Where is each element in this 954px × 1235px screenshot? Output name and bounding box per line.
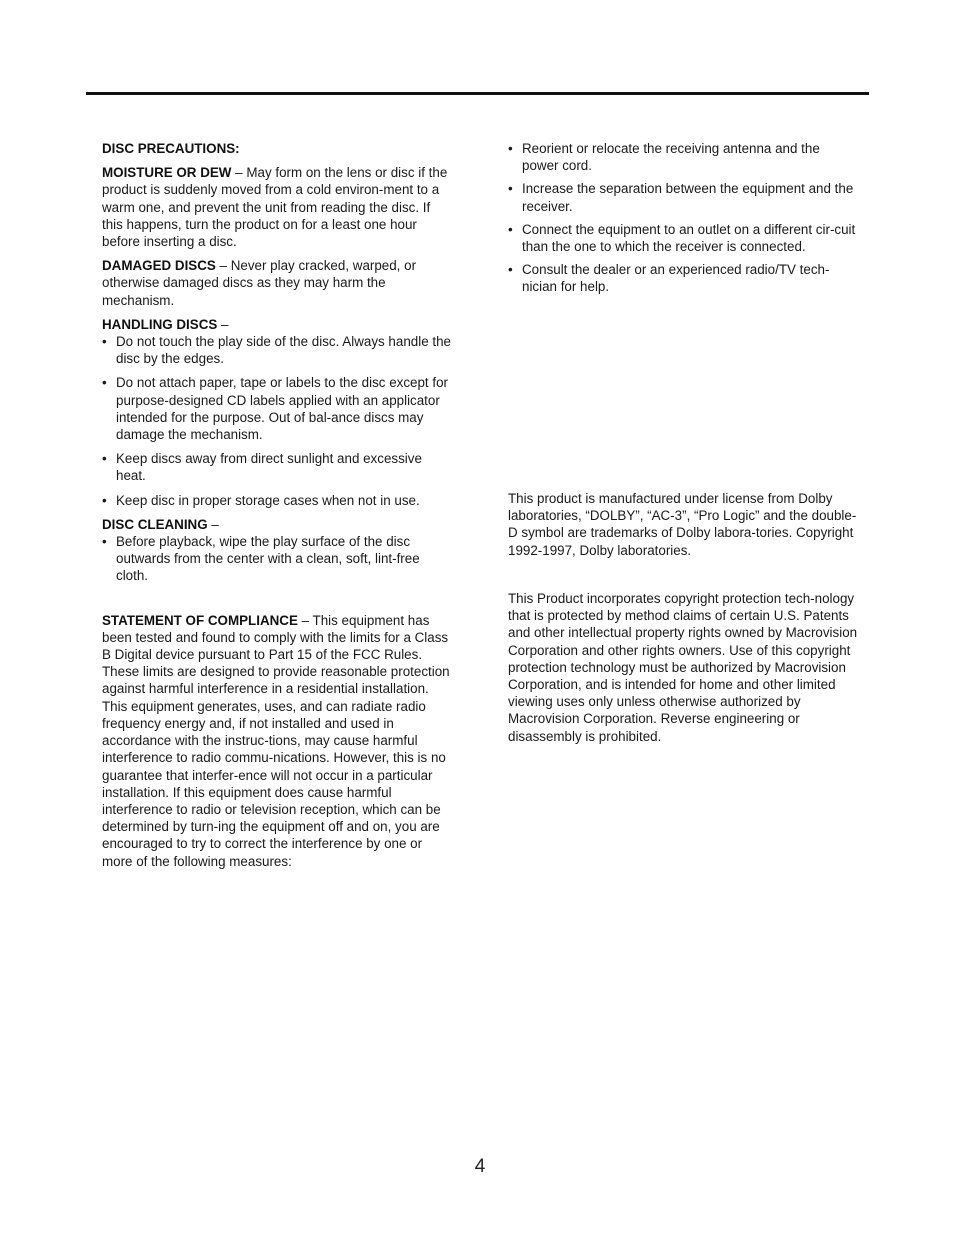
list-item: • Keep discs away from direct sunlight and excessive heat. <box>102 450 452 484</box>
cleaning-dash: – <box>207 516 219 532</box>
right-column <box>508 140 858 302</box>
handling-list <box>102 333 452 509</box>
list-item: • Do not touch the play side of the disc. Always handle the disc by the edges. <box>102 333 452 367</box>
disc-precautions-title: DISC PRECAUTIONS: <box>102 141 240 156</box>
list-item: • Keep disc in proper storage cases when not in use. <box>102 492 452 509</box>
measures-list <box>508 140 858 296</box>
moisture-paragraph <box>102 164 452 250</box>
page-number: 4 <box>474 1156 486 1177</box>
cleaning-label: DISC CLEANING <box>102 516 208 532</box>
compliance-text: – This equipment has been tested and found to comply with the limits for a Class B Digital device pursuant to Part 15 of the FCC Rules. These limits are designed to provide reasonable protection against harmful interference in a residential installation. This equipment generates, uses, and can radiate radio frequency energy and, if not installed and used in accordance with the instruc-tions, may cause harmful interference to radio commu-nications. However, this is no guarantee that interfer-ence will not occur in a particular installation. If this equipment does cause harmful interference to radio or television reception, which can be determined by turn-ing the equipment off and on, you are encouraged to try to correct the interference by one or more of the following measures: <box>102 612 450 869</box>
moisture-text: – May form on the lens or disc if the product is suddenly moved from a cold environ-ment to a warm one, and prevent the unit from reading the disc. If this happens, turn the product on for a least one hour before inserting a disc. <box>102 165 448 250</box>
list-item: • Do not attach paper, tape or labels to the disc except for purpose-designed CD labels applied with an applicator intended for the purpose. Out of bal-ance discs may damage the mechanism. <box>102 374 452 443</box>
handling-heading <box>102 316 452 333</box>
moisture-label: MOISTURE OR DEW <box>102 165 232 181</box>
list-item: • Reorient or relocate the receiving antenna and the power cord. <box>508 140 858 174</box>
compliance-paragraph <box>102 612 452 870</box>
cleaning-heading <box>102 516 452 533</box>
macrovision-notice: This Product incorporates copyright protection tech-nology that is protected by method claims of certain U.S. Patents and other intellectual property rights owned by Macrovision Corporation and other rights owners. Use of this copyright protection technology must be authorized by Macrovision Corporation, and is intended for home and other limited viewing uses only unless otherwise authorized by Macrovision Corporation. Reverse engineering or disassembly is prohibited. <box>508 591 858 744</box>
damaged-label: DAMAGED DISCS <box>102 258 216 274</box>
damaged-paragraph <box>102 257 452 309</box>
list-item: • Connect the equipment to an outlet on a different cir-cuit than the one to which the receiver is connected. <box>508 221 858 255</box>
dolby-notice: This product is manufactured under license from Dolby laboratories, “DOLBY”, “AC-3”, “Pro Logic” and the double-D symbol are trademarks of Dolby labora-tories. Copyright 1992-1997, Dolby laboratories. <box>508 491 857 558</box>
compliance-label: STATEMENT OF COMPLIANCE <box>102 612 298 628</box>
top-rule <box>86 92 869 95</box>
handling-label: HANDLING DISCS <box>102 316 218 332</box>
list-item: • Increase the separation between the equipment and the receiver. <box>508 180 858 214</box>
cleaning-list <box>102 533 452 585</box>
handling-dash: – <box>217 316 229 332</box>
damaged-text: – Never play cracked, warped, or otherwise damaged discs as they may harm the mechanism. <box>102 258 417 308</box>
list-item: • Before playback, wipe the play surface of the disc outwards from the center with a clean, soft, lint-free cloth. <box>102 533 452 585</box>
left-column <box>102 140 452 877</box>
list-item: • Consult the dealer or an experienced radio/TV tech-nician for help. <box>508 261 858 295</box>
